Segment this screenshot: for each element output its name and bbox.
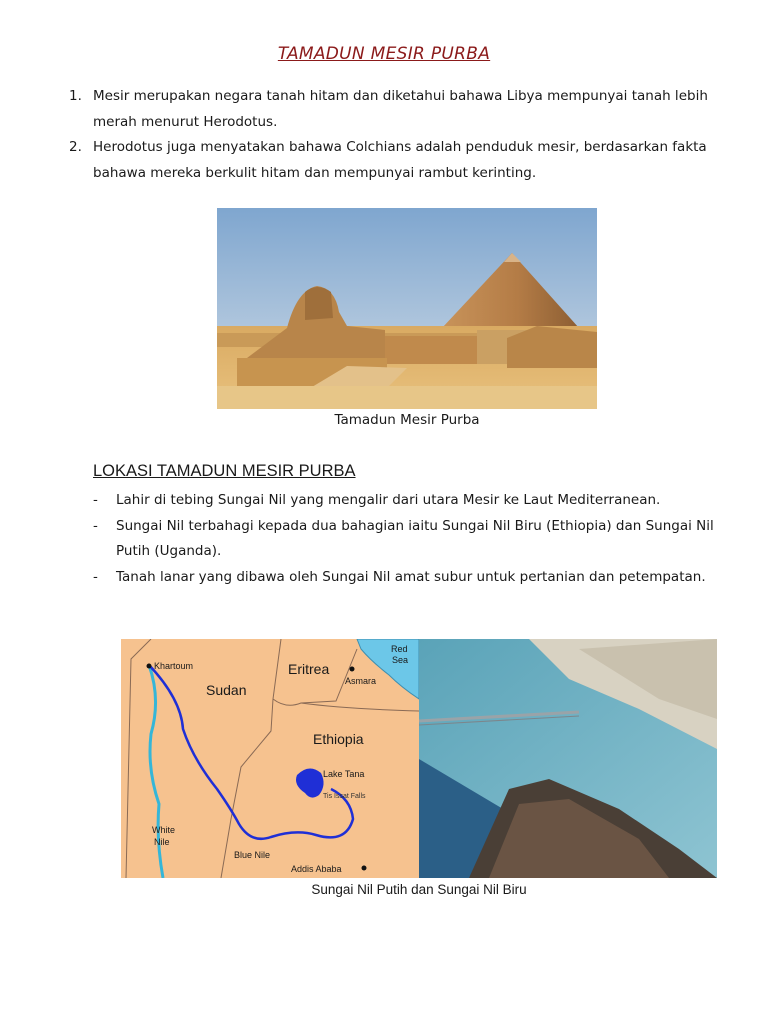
list-number: 1. [69, 88, 82, 104]
intro-list [0, 84, 768, 186]
sphinx-pyramid-photo [217, 208, 597, 409]
lake-tana-label: Lake Tana [323, 769, 365, 779]
list-bullet: - [93, 517, 98, 534]
list-number: 2. [69, 139, 82, 155]
list-item [0, 514, 768, 565]
addis-ababa-marker [362, 866, 367, 871]
page-title: TAMADUN MESIR PURBA [277, 44, 491, 64]
list-bullet: - [93, 492, 98, 508]
section-heading: LOKASI TAMADUN MESIR PURBA [93, 462, 356, 480]
list-bullet: - [93, 568, 98, 585]
ethiopia-label: Ethiopia [313, 731, 364, 747]
figure-caption: Sungai Nil Putih dan Sungai Nil Biru [311, 882, 527, 897]
list-item [0, 565, 768, 591]
list-item [0, 488, 768, 514]
white-nile-label: Nile [154, 837, 170, 847]
list-text: Tanah lanar yang dibawa oleh Sungai Nil amat subur untuk pertanian dan petempatan. [116, 568, 706, 585]
list-item [0, 84, 768, 135]
red-sea-label: Sea [392, 655, 409, 665]
location-list [0, 488, 768, 590]
nile-confluence-photo [419, 639, 717, 878]
sudan-label: Sudan [206, 682, 247, 698]
asmara-label: Asmara [345, 676, 377, 686]
list-text: Sungai Nil terbahagi kepada dua bahagian iaitu Sungai Nil Biru (Ethiopia) dan Sungai Nil Putih (Uganda). [116, 517, 714, 559]
addis-ababa-label: Addis Ababa [291, 864, 342, 874]
tis-issat-falls-label: Tis Issat Falls [323, 793, 366, 800]
white-nile-label: White [152, 825, 176, 835]
asmara-marker [350, 667, 355, 672]
blue-nile-label: Blue Nile [234, 850, 271, 860]
khartoum-label: Khartoum [154, 661, 194, 671]
list-item [0, 135, 768, 186]
list-text: Mesir merupakan negara tanah hitam dan diketahui bahawa Libya mempunyai tanah lebih merah menurut Herodotus. [93, 88, 708, 130]
list-text: Herodotus juga menyatakan bahawa Colchians adalah penduduk mesir, berdasarkan fakta bahawa mereka berkulit hitam dan mempunyai rambut kerinting. [93, 139, 707, 181]
red-sea-label: Red [391, 644, 408, 654]
list-text: Lahir di tebing Sungai Nil yang mengalir dari utara Mesir ke Laut Mediterranean. [116, 492, 661, 508]
khartoum-marker [147, 664, 152, 669]
photo-caption: Tamadun Mesir Purba [334, 412, 480, 428]
eritrea-label: Eritrea [288, 661, 330, 677]
nile-map [121, 639, 419, 878]
